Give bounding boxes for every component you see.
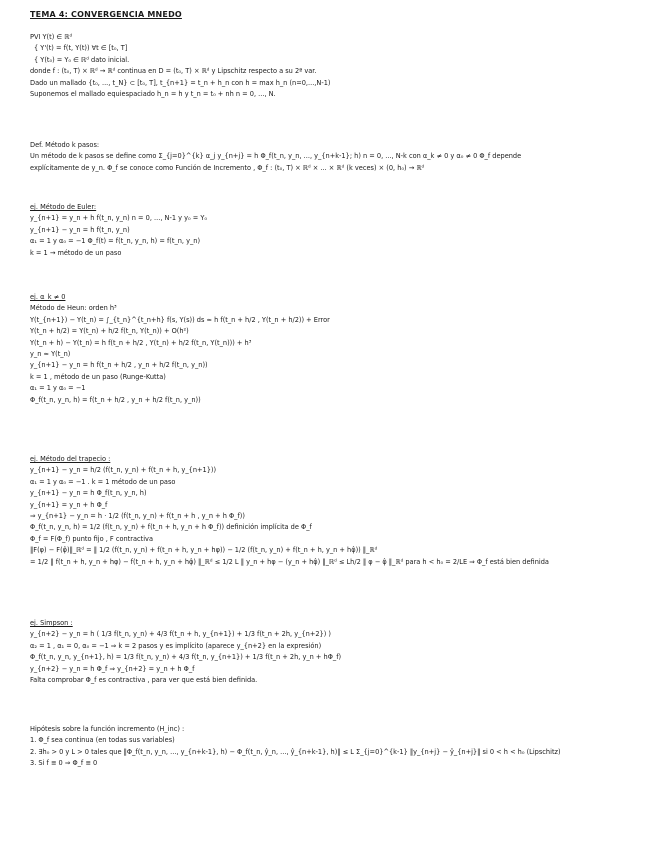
section-hipotesis xyxy=(30,724,630,770)
text-line: y_{n+1} − y_n = h Φ_f(t_n, y_n, h) xyxy=(30,489,147,498)
text-line: ⇒ y_{n+1} − y_n = h · 1/2 (f(t_n, y_n) + f(t_n + h , y_n + h Φ_f)) xyxy=(30,512,245,521)
text-line: { Y(t₀) = Y₀ ∈ ℝᵈ dato inicial. xyxy=(34,55,130,64)
text-line: Un método de k pasos se define como Σ_{j=0}^{k} α_j y_{n+j} = h Φ_f(t_n, y_n, ..., y_{n+k-1}; h) n = 0, ..., N-k con α_k ≠ 0 y α₀ ≠ 0 Φ_f depende xyxy=(30,152,522,161)
text-line: PVI Y(t) ∈ ℝᵈ xyxy=(30,33,73,41)
text-line: Y(t_n + h/2) = Y(t_n) + h/2 f(t_n, Y(t_n)) + O(h²) xyxy=(30,327,189,336)
section-heading: ej. Método del trapecio : xyxy=(30,455,111,463)
page-title: TEMA 4: CONVERGENCIA MNEDO xyxy=(30,10,182,19)
text-line: k = 1 , método de un paso (Runge-Kutta) xyxy=(30,372,166,381)
text-line: y_{n+1} − y_n = h/2 (f(t_n, y_n) + f(t_n + h, y_{n+1})) xyxy=(30,466,217,475)
text-line: Φ_f(t_n, y_n, h) = 1/2 (f(t_n, y_n) + f(t_n + h, y_n + h Φ_f)) definición implícita de Φ_f xyxy=(30,523,312,532)
section-pvi xyxy=(30,32,630,100)
text-line: Φ_f(t_n, y_n, h) = f(t_n + h/2 , y_n + h/2 f(t_n, y_n)) xyxy=(30,395,201,404)
text-line: explícitamente de y_n. Φ_f se conoce como Función de Incremento , Φ_f : (t₀, T) × ℝᵈ × ... × ℝᵈ (k veces) × (0, h₀) → ℝᵈ xyxy=(30,163,425,172)
text-line: α₁ = 1 y α₀ = −1 . k = 1 método de un paso xyxy=(30,477,176,486)
text-line: y_{n+2} − y_n = h Φ_f ⇒ y_{n+2} = y_n + h Φ_f xyxy=(30,664,195,673)
text-line: Falta comprobar Φ_f es contractiva , para ver que está bien definida. xyxy=(30,676,258,685)
text-line: Suponemos el mallado equiespaciado h_n = h y t_n = t₀ + nh n = 0, ..., N. xyxy=(30,90,276,99)
section-heading: ej. Simpson : xyxy=(30,619,73,627)
text-line: y_{n+1} − y_n = h f(t_n + h/2 , y_n + h/2 f(t_n, y_n)) xyxy=(30,361,208,370)
text-line: Φ_f(t_n, y_n, y_{n+1}, h) = 1/3 f(t_n, y_n) + 4/3 f(t_n, y_{n+1}) + 1/3 f(t_n + 2h, y_n + hΦ_f) xyxy=(30,653,342,662)
text-line: α₁ = 1 y α₀ = −1 Φ_f(t) = f(t_n, y_n, h) = f(t_n, y_n) xyxy=(30,237,201,246)
text-line: y_{n+1} − y_n = h f(t_n, y_n) xyxy=(30,225,130,234)
text-line: k = 1 → método de un paso xyxy=(30,248,122,257)
section-simpson xyxy=(30,618,630,686)
section-definition xyxy=(30,140,630,174)
text-line: y_{n+2} − y_n = h ( 1/3 f(t_n, y_n) + 4/3 f(t_n + h, y_{n+1}) + 1/3 f(t_n + 2h, y_{n+2}) ) xyxy=(30,630,331,639)
section-euler xyxy=(30,202,630,259)
section-heun xyxy=(30,292,630,406)
text-line: y_{n+1} = y_n + h f(t_n, y_n) n = 0, ..., N-1 y y₀ = Y₀ xyxy=(30,214,208,223)
section-heading: Hipótesis sobre la función incremento (H_inc) : xyxy=(30,725,185,733)
text-line: { Y'(t) = f(t, Y(t)) ∀t ∈ [t₀, T] xyxy=(34,44,128,53)
text-line: ‖F(φ) − F(φ̂)‖_ℝᵈ = ‖ 1/2 (f(t_n, y_n) + f(t_n + h, y_n + hφ)) − 1/2 (f(t_n, y_n) + f(t_n + h, y_n + hφ̂)) ‖_ℝᵈ xyxy=(30,546,378,555)
text-line: Y(t_{n+1}) − Y(t_n) = ∫_{t_n}^{t_n+h} f(s, Y(s)) ds ≈ h f(t_n + h/2 , Y(t_n + h/2)) + Error xyxy=(30,315,330,324)
text-line: y_n ≈ Y(t_n) xyxy=(30,350,71,359)
section-heading: Def. Método k pasos: xyxy=(30,141,100,149)
text-line: Y(t_n + h) − Y(t_n) = h f(t_n + h/2 , Y(t_n) + h/2 f(t_n, Y(t_n))) + h³ xyxy=(30,338,252,347)
text-line: Dado un mallado {t₀, ..., t_N} ⊂ [t₀, T], t_{n+1} = t_n + h_n con h = max h_n (n=0,...,N-1) xyxy=(30,78,331,87)
text-line: Φ_f = F(Φ_f) punto fijo , F contractiva xyxy=(30,534,153,543)
text-line: α₂ = 1 , α₁ = 0, α₀ = −1 ⇒ k = 2 pasos y es implícito (aparece y_{n+2} en la expresión) xyxy=(30,641,322,650)
text-line: α₁ = 1 y α₀ = −1 xyxy=(30,384,86,393)
section-heading: ej. Método de Euler: xyxy=(30,203,97,211)
text-line: donde f : (t₀, T) × ℝᵈ → ℝᵈ continua en D = (t₀, T) × ℝᵈ y Lipschitz respecto a su 2ª var. xyxy=(30,67,317,76)
section-heading: ej. α_k ≠ 0 xyxy=(30,293,66,301)
text-line: y_{n+1} = y_n + h Φ_f xyxy=(30,500,108,509)
section-trapecio xyxy=(30,454,630,568)
text-line: 1. Φ_f sea continua (en todas sus variables) xyxy=(30,736,175,745)
text-line: 3. Si f ≡ 0 ⇒ Φ_f ≡ 0 xyxy=(30,759,98,768)
text-line: 2. ∃h₀ > 0 y L > 0 tales que ‖Φ_f(t_n, y_n, ..., y_{n+k-1}, h) − Φ_f(t_n, ŷ_n, ..., ŷ_{n+k-1}, h)‖ ≤ L Σ_{j=0}^{k-1} ‖y_{n+j} − ŷ_{n+j}‖ si 0 < h < h₀ (Lipschitz) xyxy=(30,747,561,756)
text-line: Método de Heun: orden h³ xyxy=(30,304,117,313)
text-line: = 1/2 ‖ f(t_n + h, y_n + hφ) − f(t_n + h, y_n + hφ̂) ‖_ℝᵈ ≤ 1/2 L ‖ y_n + hφ − (y_n + hφ̂) ‖_ℝᵈ ≤ Lh/2 ‖ φ − φ̂ ‖_ℝᵈ para h < h₀ = 2/LE ⇒ Φ_f está bien definida xyxy=(30,557,549,566)
